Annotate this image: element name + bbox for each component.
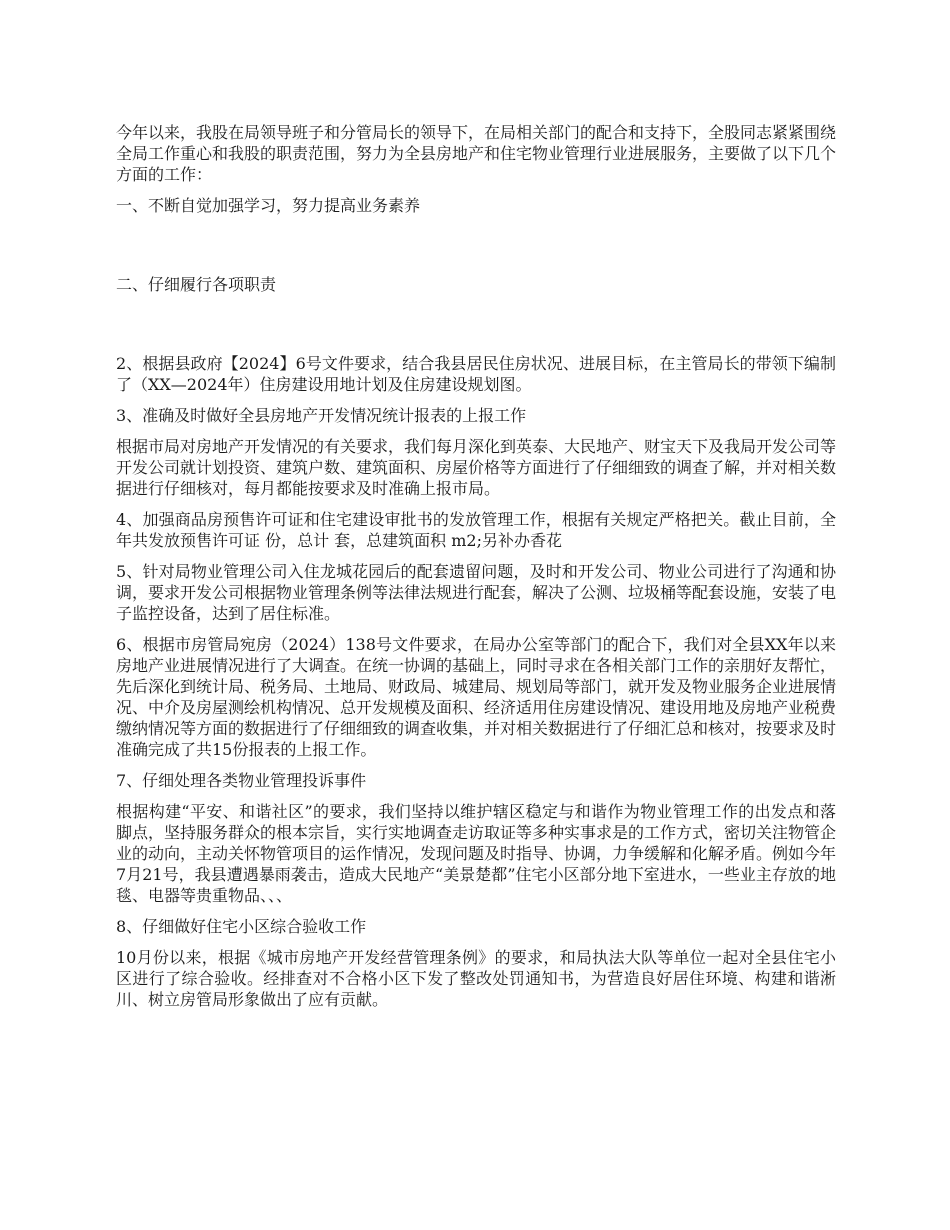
item-6-paragraph: 6、根据市房管局宛房（2024）138号文件要求，在局办公室等部门的配合下，我们对全县XX年以来房地产业进展情况进行了大调查。在统一协调的基础上，同时寻求在各相关部门工作的亲朋好友帮忙，先后深化到统计局、税务局、土地局、财政局、城建局、规划局等部门，就开发及物业服务企业进展情况、中介及房屋测绘机构情况、总开发规模及面积、经济适用住房建设情况、建设用地及房地产业税费缴纳情况等方面的数据进行了仔细细致的调查收集，并对相关数据进行了仔细汇总和核对，按要求及时准确完成了共15份报表的上报工作。	[116, 635, 837, 759]
section-heading-1: 一、不断自觉加强学习，努力提高业务素养	[116, 196, 421, 215]
intro-paragraph: 今年以来，我股在局领导班子和分管局长的领导下，在局相关部门的配合和支持下，全股同志紧紧围绕全局工作重心和我股的职责范围，努力为全县房地产和住宅物业管理行业进展服务，主要做了以下几个方面的工作：	[116, 123, 837, 184]
item-8-paragraph: 10月份以来，根据《城市房地产开发经营管理条例》的要求，和局执法大队等单位一起对全县住宅小区进行了综合验收。经排查对不合格小区下发了整改处罚通知书，为营造良好居住环境、构建和谐淅川、树立房管局形象做出了应有贡献。	[116, 948, 836, 1009]
item-2-paragraph: 2、根据县政府【2024】6号文件要求，结合我县居民住房状况、进展目标，在主管局长的带领下编制了（XX—2024年）住房建设用地计划及住房建设规划图。	[116, 354, 836, 394]
item-5-paragraph: 5、针对局物业管理公司入住龙城花园后的配套遗留问题，及时和开发公司、物业公司进行了沟通和协调，要求开发公司根据物业管理条例等法律法规进行配套，解决了公测、垃圾桶等配套设施，安装了电子监控设备，达到了居住标准。	[116, 562, 837, 623]
item-4-paragraph: 4、加强商品房预售许可证和住宅建设审批书的发放管理工作，根据有关规定严格把关。截止目前，全年共发放预售许可证 份，总计 套，总建筑面积 m2;另补办香花	[116, 510, 836, 550]
section-heading-2: 二、仔细履行各项职责	[116, 275, 277, 294]
item-7-heading: 7、仔细处理各类物业管理投诉事件	[116, 771, 367, 790]
item-7-paragraph: 根据构建“平安、和谐社区”的要求，我们坚持以维护辖区稳定与和谐作为物业管理工作的出发点和落脚点，坚持服务群众的根本宗旨，实行实地调查走访取证等多种实事求是的工作方式，密切关注物管企业的动向，主动关怀物管项目的运作情况，发现问题及时指导、协调，力争缓解和化解矛盾。例如今年7月21号，我县遭遇暴雨袭击，造成大民地产“美景楚都”住宅小区部分地下室进水，一些业主存放的地毯、电器等贵重物品、、、	[116, 802, 837, 905]
document-body	[116, 122, 836, 1020]
item-8-heading: 8、仔细做好住宅小区综合验收工作	[116, 917, 367, 936]
item-3-heading: 3、准确及时做好全县房地产开发情况统计报表的上报工作	[116, 406, 527, 425]
item-3-paragraph: 根据市局对房地产开发情况的有关要求，我们每月深化到英泰、大民地产、财宝天下及我局开发公司等开发公司就计划投资、建筑户数、建筑面积、房屋价格等方面进行了仔细细致的调查了解，并对相关数据进行仔细核对，每月都能按要求及时准确上报市局。	[116, 437, 837, 498]
